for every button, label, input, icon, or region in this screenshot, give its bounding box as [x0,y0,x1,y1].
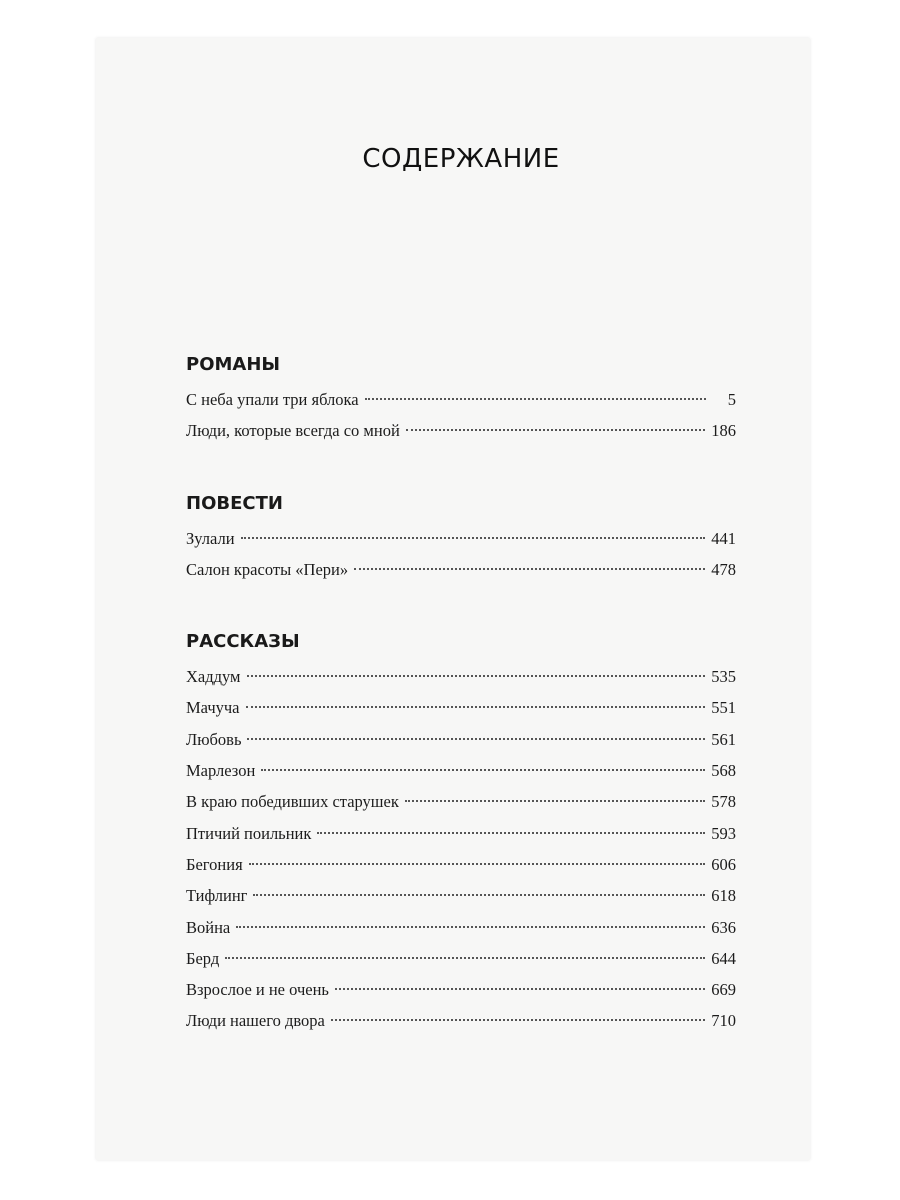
toc-entry [186,880,736,911]
entry-title: В краю победивших старушек [186,792,399,812]
entry-page-number: 568 [711,761,736,781]
toc-section-novellas [186,493,736,586]
dot-leader [249,863,706,865]
entry-title: С неба упали три яблока [186,390,359,409]
toc-entry [186,384,736,415]
section-title: РАССКАЗЫ [186,631,300,653]
entry-page-number: 551 [711,698,736,718]
dot-leader [261,769,705,771]
toc-entry [186,755,736,786]
dot-leader [331,1019,705,1021]
entry-page-number: 561 [711,729,736,749]
dot-leader [247,738,705,740]
toc-section-novels [186,354,736,447]
toc-entry [186,818,736,849]
dot-leader [335,988,705,990]
dot-leader [247,675,706,677]
toc-entry [186,1005,736,1036]
entry-title: Салон красоты «Пери» [186,559,349,579]
entry-title: Мачуча [186,698,240,718]
entry-page-number: 618 [711,886,736,906]
entry-title: Война [186,917,231,937]
entry-title: Любовь [186,729,242,749]
dot-leader [317,832,705,834]
toc-entry [186,912,736,943]
dot-leader [406,429,705,431]
entry-page-number: 186 [711,421,736,441]
dot-leader [405,800,705,802]
entry-page-number: 593 [711,823,736,843]
dot-leader [253,894,705,896]
toc-entry [186,661,736,692]
entry-title: Бегония [186,854,243,874]
entry-list [186,523,736,586]
entry-page-number: 578 [711,792,736,812]
entry-list [186,384,736,447]
entry-title: Взрослое и не очень [186,980,329,1000]
dot-leader [354,568,705,570]
entry-page-number: 644 [711,948,736,968]
entry-title: Зулали [186,528,235,548]
toc-entry [186,786,736,817]
entry-title: Люди нашего двора [186,1011,325,1031]
toc-entry [186,974,736,1005]
toc-title: СОДЕРЖАНИЕ [362,144,560,174]
toc-entry [186,724,736,755]
dot-leader [241,537,706,539]
dot-leader [246,706,706,708]
dot-leader [236,926,705,928]
entry-page-number: 636 [711,917,736,937]
entry-page-number: 441 [711,528,736,548]
entry-title: Берд [186,948,220,968]
entry-title: Птичий поильник [186,823,312,843]
toc-entry [186,849,736,880]
section-title: РОМАНЫ [186,354,281,375]
entry-title: Тифлинг [186,886,248,906]
dot-leader [365,398,706,400]
toc-entry [186,415,736,446]
entry-title: Хаддум [186,667,241,687]
entry-page-number: 5 [727,390,736,409]
toc-entry [186,523,736,554]
entry-page-number: 606 [711,854,736,874]
toc-entry [186,554,736,585]
dot-leader [225,957,705,959]
table-of-contents [186,140,736,1037]
entry-page-number: 710 [711,1011,736,1031]
toc-entry [186,943,736,974]
entry-page-number: 535 [711,667,736,687]
toc-section-stories [186,631,736,1037]
section-title: ПОВЕСТИ [186,492,283,514]
entry-title: Марлезон [186,761,256,781]
entry-page-number: 478 [711,559,736,579]
entry-title: Люди, которые всегда со мной [186,421,400,441]
entry-list [186,661,736,1037]
toc-entry [186,692,736,723]
entry-page-number: 669 [711,980,736,1000]
